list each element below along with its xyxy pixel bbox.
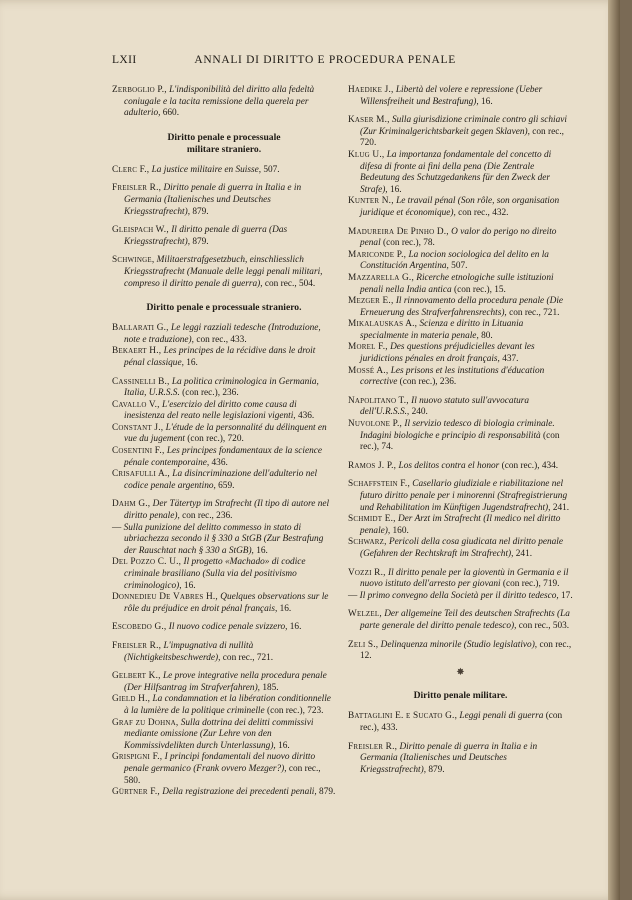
- index-entry: [112, 225, 336, 248]
- entry-reference: 17.: [561, 590, 573, 601]
- entry-reference: 879.: [428, 764, 445, 775]
- entry-author: Cavallo V.,: [112, 399, 160, 410]
- entry-author: Cosentini F.,: [112, 446, 165, 457]
- index-entry: [348, 296, 573, 319]
- index-entry: [348, 342, 573, 365]
- entry-title: Diritto penale di guerra in Italia e in Germania (Italienisches und Deutsches Kriegsstrafrecht),: [360, 741, 538, 775]
- index-entry: [112, 323, 336, 346]
- entry-author: Battaglini E. e Sucato G.,: [348, 711, 458, 722]
- entry-title: Sulla giurisdizione criminale contro gli schiavi (Zur Kriminalgerichtsbarkeit gegen Sklaven),: [360, 115, 567, 137]
- entry-author: Cassinelli B.,: [112, 376, 170, 387]
- entry-reference: con rec., 504.: [264, 278, 316, 289]
- entry-title: Sulla dottrina dei delitti commissivi mediante omissione (Zur Lehre von den Kommissivdelikten durch Unterlassung),: [124, 717, 314, 751]
- index-column-left: [112, 85, 336, 799]
- index-entry: [348, 319, 573, 342]
- index-entry: [348, 568, 573, 591]
- entry-title: Il nuovo statuto sull'avvocatura dell'U.R.S.S.,: [360, 395, 530, 418]
- entry-author: Constant J.,: [112, 422, 164, 433]
- entry-author: Schmidt E.,: [348, 514, 396, 525]
- entry-title: Der Tätertyp im Strafrecht (Il tipo di autore nel diritto penale),: [124, 499, 330, 522]
- entry-reference: (con rec.), 15.: [454, 284, 506, 295]
- entry-reference: 185.: [262, 682, 279, 693]
- entry-reference: 436.: [211, 457, 228, 468]
- entry-reference: (con rec.), 434.: [501, 460, 559, 471]
- entry-author: Nuvolone P.,: [348, 419, 403, 430]
- entry-title: L'esercizio del diritto come causa di inesistenza del reato nelle legislazioni vigenti,: [124, 399, 297, 422]
- entry-title: La disincriminazione dell'adulterio nel codice penale argentino,: [124, 469, 318, 491]
- entry-title: Pericoli della cosa giudicata nel diritto penale (Gefahren der Rechtskraft im Strafrecht),: [360, 537, 564, 559]
- index-entry: [112, 446, 336, 469]
- entry-reference: 436.: [297, 411, 315, 422]
- entry-reference: 16.: [278, 740, 290, 751]
- entry-reference: 659.: [218, 480, 235, 491]
- index-entry: [348, 150, 573, 196]
- entry-author: Gelbert K.,: [112, 671, 161, 682]
- entry-title: Delinquenza minorile (Studio legislativo),: [380, 639, 538, 650]
- index-entry: [112, 255, 336, 290]
- entry-reference: 879.: [192, 236, 209, 247]
- entry-reference: 879.: [192, 206, 209, 217]
- entry-author: Welzel,: [348, 609, 382, 620]
- entry-author: Freisler R.,: [348, 741, 398, 752]
- entry-title: Les principes de la récidive dans le droit pénal classique,: [124, 346, 316, 368]
- index-entry: [112, 400, 336, 423]
- index-entry: [348, 514, 573, 537]
- entry-title: L'impugnativa di nullità (Nichtigkeitsbeschwerde),: [124, 640, 254, 663]
- index-entry: [112, 346, 336, 369]
- entry-reference: 507.: [263, 164, 280, 175]
- entry-author: Kaser M.,: [348, 115, 390, 126]
- entry-author: Gield H.,: [112, 694, 151, 705]
- entry-author: Zerboglio P.,: [112, 85, 167, 95]
- entry-reference: 16.: [289, 622, 302, 633]
- index-entry: [348, 85, 573, 108]
- index-entry: [348, 479, 573, 514]
- entry-title: Le travail pénal (Son rôle, son organisation juridique et économique),: [360, 196, 560, 218]
- entry-title: Le leggi razziali tedesche (Introduzione, note e traduzione),: [124, 323, 321, 345]
- entry-author: Ramos J. P.,: [348, 460, 397, 471]
- entry-title: O valor do perigo no direito penal: [360, 226, 557, 249]
- index-entry: [348, 396, 573, 419]
- index-entry: [348, 711, 573, 734]
- entry-author: Schwarz,: [348, 537, 387, 548]
- entry-title: La politica criminologica in Germania, Italia, U.R.S.S.: [124, 376, 319, 399]
- index-entry: [348, 196, 573, 219]
- entry-reference: 16.: [389, 184, 402, 195]
- entry-title: Der allgemeine Teil des deutschen Strafrechts (La parte generale del diritto penale tedesco),: [360, 609, 570, 631]
- entry-title: Scienza e diritto in Lituania specialmente in materia penale,: [360, 319, 524, 341]
- index-entry: [112, 85, 336, 120]
- entry-reference: con rec., 580.: [124, 763, 321, 786]
- index-entry: [112, 671, 336, 694]
- entry-author: Zeli S.,: [348, 639, 379, 650]
- entry-author: Donnedieu De Vabres H.,: [112, 592, 218, 603]
- page-number: LXII: [112, 54, 137, 66]
- entry-reference: con rec., 236.: [182, 511, 233, 522]
- index-entry: [112, 752, 336, 787]
- entry-title: Ricerche etnologiche sulle istituzioni penali nella India antica: [360, 272, 554, 295]
- entry-title: L'indisponibilità del diritto alla fedeltà coniugale e la tacita remissione della querela per adulterio,: [124, 85, 315, 119]
- entry-title: Il diritto penale di guerra (Das Kriegsstrafrecht),: [124, 225, 288, 247]
- entry-author: Gleispach W.,: [112, 225, 169, 236]
- entry-title: La justice militaire en Suisse,: [151, 164, 262, 175]
- entry-reference: (con rec.), 74.: [360, 430, 560, 453]
- entry-author: Mezger E.,: [348, 296, 394, 307]
- ornament-divider: ✸: [456, 666, 465, 678]
- index-entry: [112, 423, 336, 446]
- entry-reference: 507.: [451, 261, 468, 272]
- entry-title: Il diritto penale per la gioventù in Germania e il nuovo istituto dell'arresto per giovani: [360, 567, 569, 590]
- entry-author: Freisler R.,: [112, 183, 162, 194]
- index-entry: [348, 742, 573, 777]
- index-entry: [112, 165, 336, 177]
- entry-author: Mariconde P.,: [348, 249, 407, 260]
- entry-author: Klug U.,: [348, 149, 385, 160]
- entry-author: Schwinge,: [112, 255, 155, 266]
- entry-reference: 879.: [319, 787, 336, 798]
- entry-title: Les prisons et les institutions d'éducation corrective: [360, 365, 545, 388]
- entry-reference: 437.: [502, 354, 519, 365]
- index-entry: [112, 377, 336, 400]
- entry-reference: 160.: [392, 525, 409, 536]
- entry-author: Gürtner F.,: [112, 787, 160, 798]
- entry-reference: 241.: [515, 548, 533, 559]
- entry-author: Bekaert H.,: [112, 346, 162, 357]
- entry-author: Del Pozzo C. U.,: [112, 557, 182, 568]
- entry-reference: 660.: [162, 108, 180, 119]
- entry-author: Ballarati G.,: [112, 323, 169, 334]
- page-header: [112, 54, 456, 66]
- entry-title: Des questions préjudicielles devant les juridictions pénales en droit français,: [360, 342, 535, 365]
- entry-reference: con rec., 721.: [222, 652, 274, 663]
- entry-author: Mazzarella G.,: [348, 272, 414, 283]
- entry-title: Libertà del volere e repressione (Ueber Willensfreiheit und Bestrafung),: [360, 85, 543, 107]
- entry-reference: (con rec.), 236.: [182, 388, 239, 399]
- entry-author: Grispigni F.,: [112, 752, 163, 763]
- entry-author: Schaffstein F.,: [348, 479, 410, 490]
- entry-title: Il progetto «Machado» di codice criminale brasiliano (Sulla via del positivismo criminologico),: [124, 557, 306, 591]
- index-entry: [348, 227, 573, 250]
- entry-author: Napolitano T.,: [348, 395, 409, 406]
- entry-title: Militaerstrafgesetzbuch, einschliesslich Kriegsstrafrecht (Manuale delle leggi penali militari, compreso il diritto penale di guerra),: [124, 255, 323, 289]
- entry-title: Le prove integrative nella procedura penale (Der Hilfsantrag im Strafverfahren),: [124, 671, 327, 693]
- index-entry: [112, 718, 336, 753]
- index-entry: [348, 640, 573, 663]
- entry-author: Dahm G.,: [112, 499, 151, 510]
- index-entry: [348, 250, 573, 273]
- entry-title: La nocion sociologica del delito en la Constitución Argentina,: [360, 249, 549, 272]
- entry-reference: 16.: [186, 357, 198, 368]
- entry-reference: (con rec.), 236.: [399, 377, 457, 388]
- entry-title: Il nuovo codice penale svizzero,: [168, 622, 288, 633]
- entry-title: Il rinnovamento della procedura penale (Die Erneuerung des Strafverfahrensrechts),: [360, 296, 564, 318]
- entry-author: Mossé A.,: [348, 365, 389, 376]
- entry-title: Il primo convegno della Società per il diritto tedesco,: [359, 590, 559, 601]
- entry-reference: 16.: [279, 603, 292, 614]
- entry-author: Madureira De Pinho D.,: [348, 226, 449, 237]
- entry-title: Leggi penali di guerra: [459, 711, 544, 722]
- page-binding-edge: [608, 0, 620, 900]
- entry-title: Casellario giudiziale e riabilitazione nel futuro diritto penale per i minorenni (Strafregistrierung und Rehabilitation im Künftigen Jugendstrafrecht),: [360, 479, 568, 513]
- entry-reference: 240.: [411, 407, 428, 418]
- index-entry: [348, 591, 573, 603]
- entry-title: Der Arzt im Strafrecht (Il medico nel diritto penale),: [360, 514, 561, 536]
- section-heading: Diritto penale militare.: [413, 690, 508, 702]
- entry-title: Della registrazione dei precedenti penali,: [162, 787, 317, 798]
- entry-reference: con rec., 503.: [518, 620, 570, 631]
- entry-reference: 16.: [183, 580, 196, 591]
- entry-reference: (con rec.), 78.: [382, 238, 435, 249]
- index-entry: [112, 694, 336, 717]
- entry-author: Morel F.,: [348, 342, 388, 353]
- entry-title: Quelques observations sur le rôle du préjudice en droit pénal français,: [124, 592, 329, 614]
- entry-reference: (con rec.), 433.: [360, 711, 563, 733]
- entry-author: Mikalauskas A.,: [348, 319, 418, 330]
- entry-title: La condamnation et la libération conditionnelle à la lumière de la politique criminelle: [124, 694, 331, 716]
- entry-author: Escobedo G.,: [112, 622, 167, 633]
- index-entry: [112, 622, 336, 634]
- running-title: ANNALI DI DIRITTO E PROCEDURA PENALE: [194, 54, 456, 66]
- entry-reference: con rec., 433.: [196, 334, 247, 345]
- entry-reference: (con rec.), 719.: [502, 579, 560, 590]
- index-entry: [112, 183, 336, 218]
- index-entry: [348, 537, 573, 560]
- entry-title: Il servizio tedesco di biologia criminale. Indagini biologiche e principio di responsabilità: [360, 419, 555, 441]
- entry-reference: (con rec.), 720.: [187, 434, 244, 445]
- entry-author: Vozzi R.,: [348, 567, 386, 578]
- entry-reference: con rec., 432.: [458, 207, 509, 218]
- index-entry: [348, 366, 573, 389]
- index-entry: [348, 115, 573, 150]
- entry-title: L'étude de la personnalité du délinquent en vue du jugement: [124, 422, 327, 445]
- entry-reference: (con rec.), 723.: [266, 705, 324, 716]
- entry-author: Kunter N.,: [348, 196, 394, 207]
- index-entry: [348, 419, 573, 454]
- index-entry: [348, 609, 573, 632]
- index-entry: [112, 641, 336, 664]
- index-entry: [348, 461, 573, 473]
- entry-title: Diritto penale di guerra in Italia e in Germania (Italienisches und Deutsches Kriegsstrafrecht),: [124, 183, 302, 217]
- entry-author: Graf zu Dohna,: [112, 717, 179, 728]
- entry-reference: con rec., 721.: [509, 307, 560, 318]
- entry-reference: con rec., 720.: [360, 126, 564, 149]
- index-entry: [112, 523, 336, 558]
- entry-title: Sulla punizione del delitto commesso in stato di ubriachezza secondo il § 330 a StGB (Zur Bestrafung der Rauschtat nach § 330 a StGB),: [123, 522, 324, 556]
- index-column-right: [348, 85, 573, 776]
- entry-dash: —: [112, 522, 122, 533]
- index-entry: [112, 499, 336, 522]
- entry-author: Crisafulli A.,: [112, 469, 170, 480]
- index-entry: [112, 592, 336, 615]
- entry-title: La importanza fondamentale del concetto di difesa di fronte ai fini della pena (Die Zentrale Bedeutung des Schutzgedankens für den Zweck der Strafe),: [360, 149, 552, 195]
- entry-title: I principi fondamentali del nuovo diritto penale germanico (Frank ovvero Mezger?),: [124, 752, 316, 774]
- entry-title: Les principes fondamentaux de la science pénale contemporaine,: [124, 446, 322, 468]
- entry-author: Haedike J.,: [348, 85, 394, 95]
- entry-reference: 16.: [256, 545, 268, 556]
- entry-title: Los delitos contra el honor: [398, 460, 500, 471]
- index-entry: [348, 273, 573, 296]
- entry-author: Clerc F.,: [112, 164, 150, 175]
- entry-reference: 241.: [552, 502, 570, 513]
- index-entry: [112, 469, 336, 492]
- entry-author: Freisler R.,: [112, 640, 162, 651]
- entry-dash: —: [348, 590, 358, 601]
- entry-reference: con rec., 12.: [360, 639, 572, 662]
- section-heading: Diritto penale e processuale militare straniero.: [167, 131, 281, 155]
- section-heading: Diritto penale e processuale straniero.: [146, 302, 302, 314]
- index-entry: [112, 787, 336, 799]
- index-entry: [112, 557, 336, 592]
- entry-reference: 80.: [481, 330, 493, 341]
- entry-reference: 16.: [481, 96, 493, 107]
